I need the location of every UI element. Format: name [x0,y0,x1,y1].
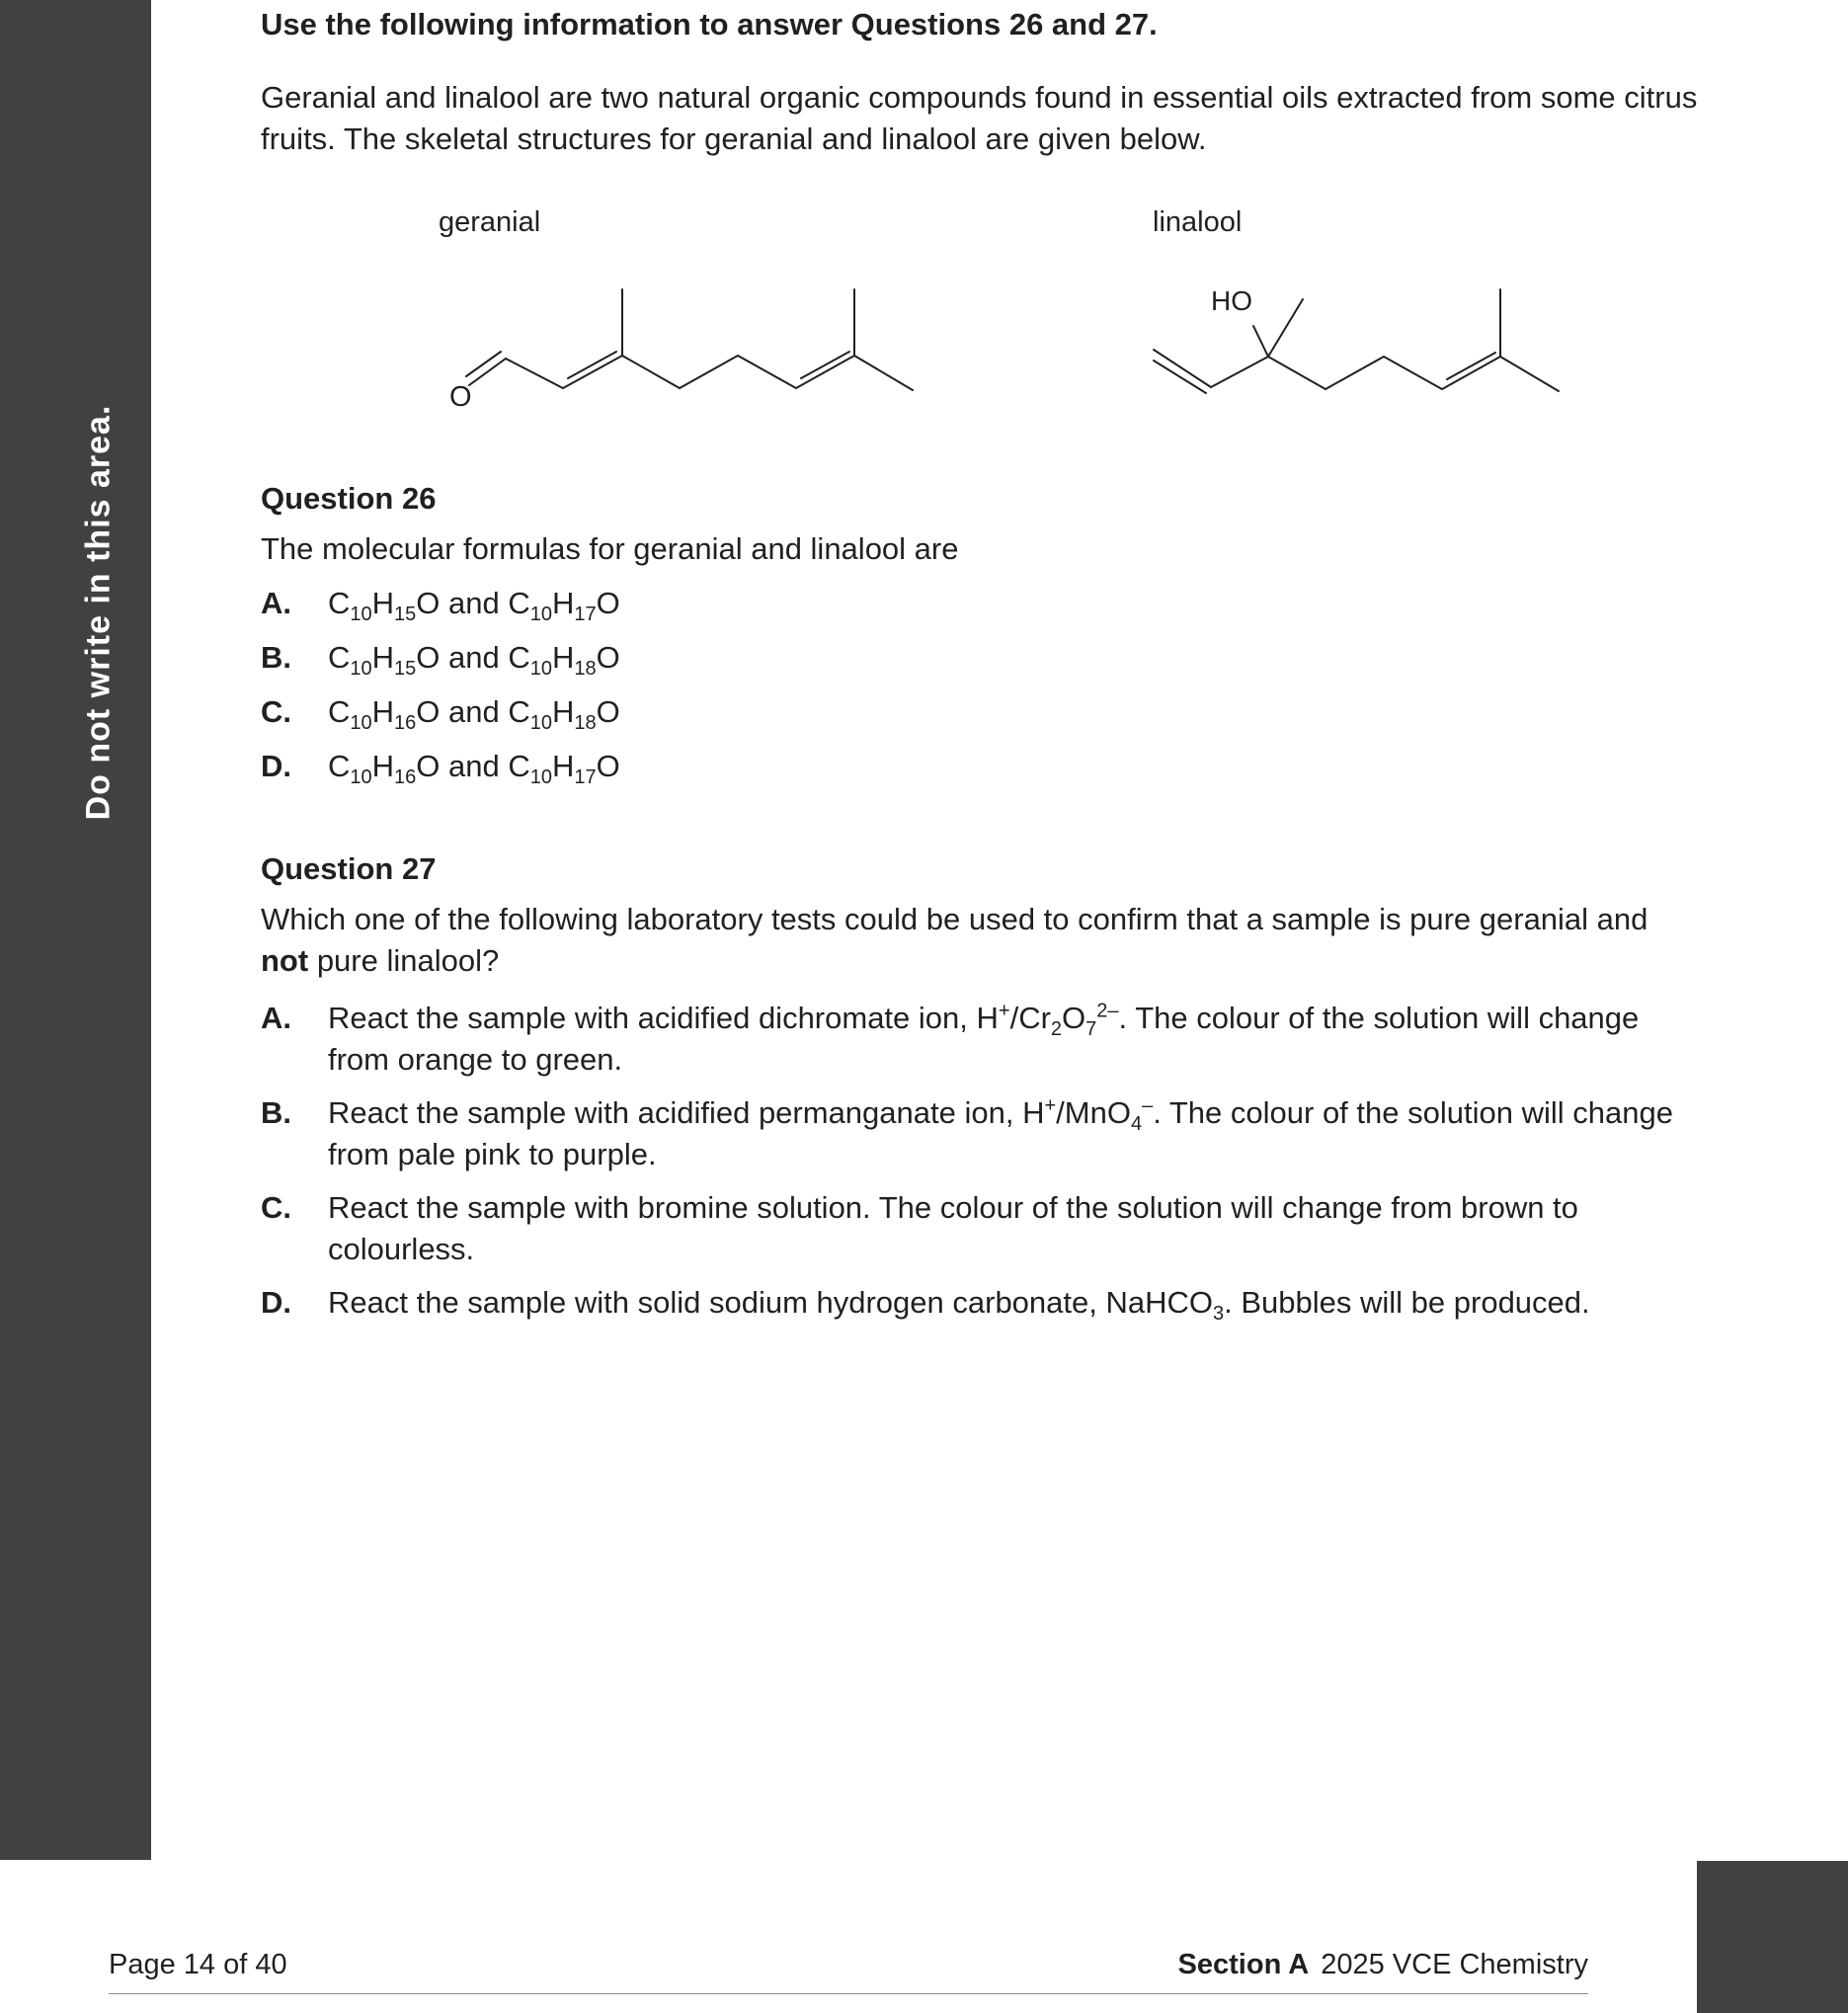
question-26 [261,478,1703,787]
geranial-carbonyl-bond-2 [466,352,501,376]
linalool-double-bond [1154,350,1211,387]
question-26-heading: Question 26 [261,481,437,516]
question-27-option-d: D. React the sample with solid sodium hydrogen carbonate, NaHCO$_3$. Bubbles will be produced. [261,1282,1703,1324]
linalool-hydroxyl-group: HO [1211,285,1252,316]
geranial-structure [466,289,913,390]
option-letter: D. [261,749,291,783]
question-27-option-c: C. React the sample with bromine solution. The colour of the solution will change from brown to colourless. [261,1187,1703,1270]
geranial-label: geranial [439,206,541,238]
question-26-option-a: A. $C_{10}H_{15}O$ and $C_{10}H_{17}O$ [261,583,1703,624]
question-27-option-a: A. React the sample with acidified dichromate ion, $H^+/Cr_2O_7^{2-}$. The colour of the solution will change from orange to green. [261,998,1703,1081]
option-letter: A. [261,586,291,620]
option-letter: B. [261,1095,291,1130]
question-27 [261,848,1703,1324]
page-footer [109,1944,1588,1994]
geranial-oxygen-atom: O [449,381,472,413]
geranial-bond [680,356,738,388]
linalool-oh-bond [1268,299,1303,357]
option-letter: B. [261,640,291,675]
geranial-double-bond-2 [801,352,849,378]
subject-label: 2025 VCE Chemistry [1321,1949,1588,1980]
linalool-label: linalool [1153,206,1243,238]
question-26-option-b: B. $C_{10}H_{15}O$ and $C_{10}H_{18}O$ [261,637,1703,679]
geranial-bond [506,359,563,388]
question-26-option-c: C. $C_{10}H_{16}O$ and $C_{10}H_{18}O$ [261,691,1703,733]
geranial-double-bond [563,356,622,388]
linalool-double-bond-2 [1447,353,1495,379]
geranial-methyl-bond [854,356,913,390]
option-letter: D. [261,1285,291,1320]
page-number: Page 14 of 40 [109,1949,287,1980]
question-27-heading: Question 27 [261,851,437,886]
geranial-carbonyl-bond [469,359,506,385]
skeletal-structures [261,0,1703,435]
question-27-stem: Which one of the following laboratory tests could be used to confirm that a sample is pure geranial and not pure linalool? [261,902,1648,978]
intro-heading: Use the following information to answer Questions 26 and 27. [261,7,1158,41]
linalool-methyl-bond [1500,357,1559,391]
linalool-bond [1211,357,1268,387]
footer-section [1178,1949,1588,1981]
intro-text: Geranial and linalool are two natural organic compounds found in essential oils extracted from some citrus fruits. The skeletal structures for geranial and linalool are given below. [261,80,1698,156]
geranial-bond [622,356,680,388]
option-letter: A. [261,1001,291,1035]
question-27-option-b: B. React the sample with acidified permanganate ion, H+/MnO$_4$–. The colour of the solution will change from pale pink to purple. [261,1092,1703,1175]
geranial-double-bond [796,356,854,388]
option-letter: C. [261,1190,291,1225]
linalool-bond [1268,357,1326,389]
option-letter: C. [261,694,291,729]
corner-block [1697,1861,1848,2013]
linalool-methyl-bond [1253,326,1268,357]
question-26-stem: The molecular formulas for geranial and linalool are [261,531,959,566]
linalool-double-bond [1442,357,1500,389]
linalool-double-bond-2 [1154,361,1206,393]
question-26-option-d: D. $C_{10}H_{16}O$ and $C_{10}H_{17}O$ [261,746,1703,787]
do-not-write-notice: Do not write in this area. [79,404,118,821]
geranial-bond [738,356,796,388]
geranial-double-bond-2 [568,352,616,378]
left-margin-bar [0,0,151,1860]
linalool-bond [1326,357,1384,389]
section-label: Section A [1177,1949,1310,1980]
linalool-bond [1384,357,1442,389]
